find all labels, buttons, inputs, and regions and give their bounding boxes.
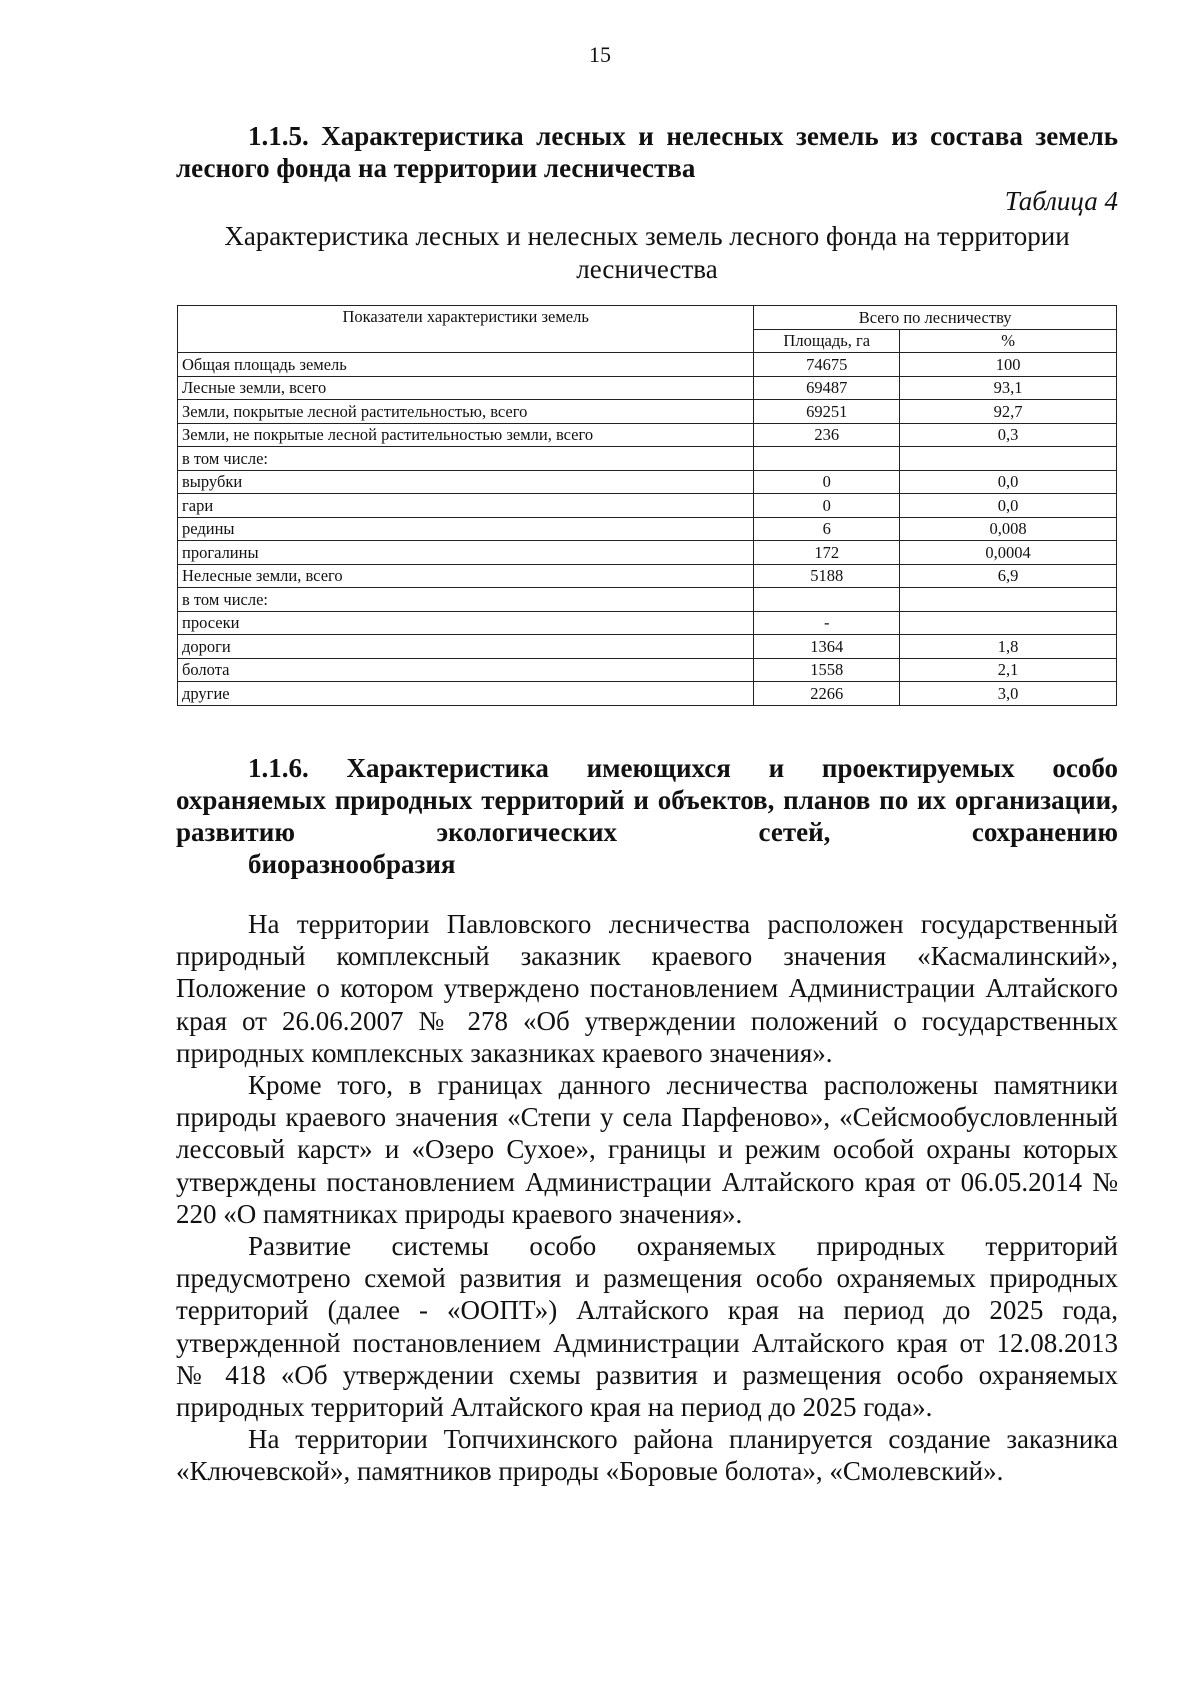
table-row [178, 564, 1117, 588]
paragraph: На территории Павловского лесничества расположен государственный природный комплексный заказник краевого значения «Касмалинский», Положение о котором утверждено постановлением Администрации Алтайского края от 26.06.2007 № 278 «Об утверждении положений о государственных природных комплексных заказниках краевого значения». [176, 909, 1118, 1068]
table-row [178, 423, 1117, 447]
row-name-cell: гари [178, 494, 754, 518]
row-area-cell: 172 [754, 541, 900, 565]
row-percent-cell: 0,008 [900, 517, 1117, 541]
row-area-cell: 5188 [754, 564, 900, 588]
table-body [178, 353, 1117, 706]
section-heading-1-1-6-last: биоразнообразия [248, 849, 456, 879]
table-row [178, 611, 1117, 635]
row-percent-cell: 3,0 [900, 682, 1117, 706]
table-header-row [178, 306, 1117, 330]
row-area-cell: 1364 [754, 635, 900, 659]
row-name-cell: дороги [178, 635, 754, 659]
row-area-cell [754, 588, 900, 612]
table-title: Характеристика лесных и нелесных земель лесного фонда на территории лесничества [224, 221, 1070, 284]
paragraph: Развитие системы особо охраняемых природных территорий предусмотрено схемой развития и размещения особо охраняемых природных территорий (далее - «ООПТ») Алтайского края на период до 2025 года, утвержденной постановлением Администрации Алтайского края от 12.08.2013 № 418 «Об утверждении схемы развития и размещения особо охраняемых природных территорий Алтайского края на период до 2025 года». [176, 1231, 1118, 1423]
row-name-cell: болота [178, 658, 754, 682]
row-area-cell: 69487 [754, 376, 900, 400]
row-percent-cell: 0,0 [900, 494, 1117, 518]
row-percent-cell: 93,1 [900, 376, 1117, 400]
table-row [178, 447, 1117, 471]
row-name-cell: редины [178, 517, 754, 541]
row-percent-cell: 0,0004 [900, 541, 1117, 565]
row-name-cell: в том числе: [178, 447, 754, 471]
header-indicators: Показатели характеристики земель [178, 306, 754, 353]
row-area-cell: 1558 [754, 658, 900, 682]
row-percent-cell [900, 611, 1117, 635]
table-row [178, 376, 1117, 400]
body-text [176, 908, 1118, 1488]
row-area-cell: 69251 [754, 400, 900, 424]
row-name-cell: в том числе: [178, 588, 754, 612]
row-name-cell: Общая площадь земель [178, 353, 754, 377]
row-percent-cell: 2,1 [900, 658, 1117, 682]
table-row [178, 353, 1117, 377]
row-name-cell: Лесные земли, всего [178, 376, 754, 400]
table-row [178, 470, 1117, 494]
table-row [178, 400, 1117, 424]
row-percent-cell: 100 [900, 353, 1117, 377]
row-name-cell: Земли, не покрытые лесной растительностью земли, всего [178, 423, 754, 447]
table-row [178, 588, 1117, 612]
paragraph: Кроме того, в границах данного лесничества расположены памятники природы краевого значения «Степи у села Парфеново», «Сейсмообусловленный лессовый карст» и «Озеро Сухое», границы и режим особой охраны которых утверждены постановлением Администрации Алтайского края от 06.05.2014 № 220 «О памятниках природы краевого значения». [176, 1070, 1118, 1229]
header-area: Площадь, га [754, 329, 900, 353]
row-name-cell: Нелесные земли, всего [178, 564, 754, 588]
header-percent: % [900, 329, 1117, 353]
row-percent-cell: 6,9 [900, 564, 1117, 588]
row-percent-cell [900, 588, 1117, 612]
row-name-cell: другие [178, 682, 754, 706]
row-percent-cell: 92,7 [900, 400, 1117, 424]
paragraph: На территории Топчихинского района планируется создание заказника «Ключевской», памятников природы «Боровые болота», «Смолевский». [176, 1424, 1118, 1487]
row-name-cell: прогалины [178, 541, 754, 565]
land-characteristics-table [177, 305, 1117, 706]
table-row [178, 682, 1117, 706]
row-name-cell: вырубки [178, 470, 754, 494]
section-heading-1-1-6 [176, 752, 1118, 880]
row-area-cell: 74675 [754, 353, 900, 377]
page-number: 15 [589, 42, 611, 67]
row-name-cell: Земли, покрытые лесной растительностью, всего [178, 400, 754, 424]
table-row [178, 658, 1117, 682]
row-area-cell [754, 447, 900, 471]
row-area-cell: 6 [754, 517, 900, 541]
row-percent-cell: 0,3 [900, 423, 1117, 447]
table-caption: Таблица 4 [1004, 186, 1118, 216]
row-percent-cell: 1,8 [900, 635, 1117, 659]
row-area-cell: 0 [754, 494, 900, 518]
row-percent-cell [900, 447, 1117, 471]
table-row [178, 517, 1117, 541]
row-percent-cell: 0,0 [900, 470, 1117, 494]
row-area-cell: 0 [754, 470, 900, 494]
table-row [178, 541, 1117, 565]
table-row [178, 494, 1117, 518]
header-total-forestry: Всего по лесничеству [754, 306, 1117, 330]
row-name-cell: просеки [178, 611, 754, 635]
section-heading-1-1-6-main: 1.1.6. Характеристика имеющихся и проектируемых особо охраняемых природных территорий и объектов, планов по их организации, развитию экологических сетей, сохранению [176, 753, 1118, 847]
row-area-cell: 236 [754, 423, 900, 447]
row-area-cell: 2266 [754, 682, 900, 706]
table-row [178, 635, 1117, 659]
row-area-cell: - [754, 611, 900, 635]
section-heading-1-1-5: 1.1.5. Характеристика лесных и нелесных земель из состава земель лесного фонда на территории лесничества [176, 121, 1118, 183]
